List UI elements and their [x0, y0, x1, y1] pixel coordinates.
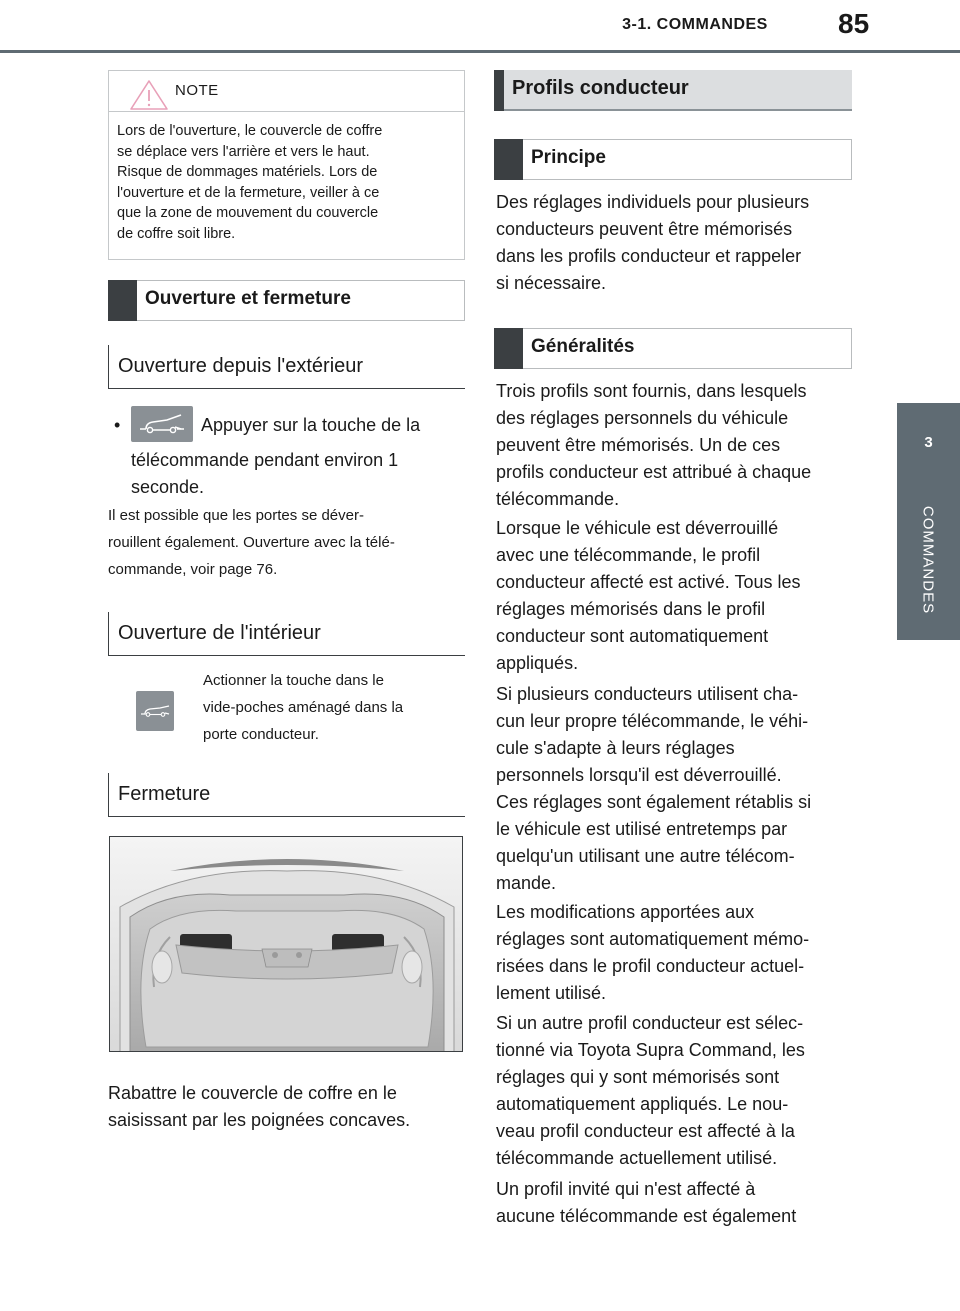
heading-text: Ouverture et fermeture: [145, 288, 351, 309]
generalites-line: tionné via Toyota Supra Command, les: [496, 1040, 805, 1060]
subheading-text: Ouverture de l'intérieur: [118, 622, 321, 644]
chapter-label: COMMANDES: [919, 505, 937, 615]
generalites-line: personnels lorsqu'il est déverrouillé.: [496, 765, 782, 785]
closing-line: Rabattre le couvercle de coffre en le: [108, 1083, 397, 1103]
generalites-line: télécommande.: [496, 489, 620, 509]
generalites-line: Les modifications apportées aux: [496, 902, 755, 922]
generalites-line: Un profil invité qui n'est affecté à: [496, 1179, 756, 1199]
generalites-line: Trois profils sont fournis, dans lesquels: [496, 381, 807, 401]
note-line: l'ouverture et de la fermeture, veiller à ce: [117, 184, 380, 201]
header-rule: [0, 50, 960, 53]
car-trunk-small-icon: [136, 691, 174, 731]
generalites-line: cun leur propre télécommande, le véhi-: [496, 711, 809, 731]
heading-ouverture-fermeture: [108, 280, 465, 321]
subheading-text: Fermeture: [118, 783, 211, 805]
heading-profils-conducteur: [494, 70, 852, 111]
heading-text: Principe: [531, 147, 606, 168]
warning-triangle-icon: [129, 79, 169, 111]
subheading-exterieur: [108, 345, 465, 389]
generalites-line: veau profil conducteur est affecté à la: [496, 1121, 795, 1141]
generalites-line: aucune télécommande est également: [496, 1206, 797, 1226]
interior-line: vide-poches aménagé dans la: [203, 699, 404, 716]
note-title: NOTE: [175, 82, 219, 99]
closing-line: saisissant par les poignées concaves.: [108, 1110, 411, 1130]
note-line: Lors de l'ouverture, le couvercle de coffre: [117, 123, 383, 139]
chapter-number: 3: [924, 434, 933, 451]
generalites-line: Si un autre profil conducteur est sélec-: [496, 1013, 804, 1033]
note-line: Risque de dommages matériels. Lors de: [117, 164, 378, 180]
generalites-line: réglages sont automatiquement mémo-: [496, 929, 810, 949]
generalites-line: automatiquement appliqués. Le nou-: [496, 1094, 789, 1114]
note-box: [108, 70, 465, 260]
heading-block: [494, 139, 523, 180]
generalites-line: conducteur sont automatiquement: [496, 626, 769, 646]
heading-block: [494, 328, 523, 369]
generalites-line: appliqués.: [496, 653, 579, 673]
interior-line: porte conducteur.: [203, 726, 319, 743]
subheading-text: Ouverture depuis l'extérieur: [118, 355, 364, 377]
bullet-line: seconde.: [131, 477, 205, 497]
heading-text: Profils conducteur: [512, 77, 689, 99]
generalites-line: le véhicule est utilisé entretemps par: [496, 819, 788, 839]
note-header: [109, 71, 464, 112]
generalites-line: réglages qui y sont mémorisés sont: [496, 1067, 780, 1087]
info-line: commande, voir page 76.: [108, 561, 278, 578]
trunk-open-key-icon: [131, 406, 193, 442]
bullet-line: télécommande pendant environ 1: [131, 450, 399, 470]
page-number: 85: [838, 8, 870, 39]
principe-line: conducteurs peuvent être mémorisés: [496, 219, 793, 239]
note-line: que la zone de mouvement du couvercle: [117, 205, 379, 221]
subheading-interieur: [108, 612, 465, 656]
generalites-line: mande.: [496, 873, 557, 893]
heading-generalites: [494, 328, 852, 369]
info-line: Il est possible que les portes se déver-: [108, 507, 364, 524]
generalites-line: peuvent être mémorisés. Un de ces: [496, 435, 781, 455]
generalites-line: avec une télécommande, le profil: [496, 545, 761, 565]
note-line: se déplace vers l'arrière et vers le haut.: [117, 143, 370, 160]
principe-line: si nécessaire.: [496, 273, 607, 293]
generalites-line: Lorsque le véhicule est déverrouillé: [496, 518, 779, 538]
car-trunk-open-icon: [131, 406, 193, 442]
generalites-line: réglages mémorisés dans le profil: [496, 599, 766, 619]
generalites-line: télécommande actuellement utilisé.: [496, 1148, 778, 1168]
bullet: •: [114, 415, 121, 435]
generalites-line: Ces réglages sont également rétablis si: [496, 792, 812, 812]
heading-block: [494, 70, 504, 111]
generalites-line: risées dans le profil conducteur actuel-: [496, 956, 805, 976]
note-line: de coffre soit libre.: [117, 225, 236, 242]
generalites-line: cule s'adapte à leurs réglages: [496, 738, 735, 758]
heading-block: [108, 280, 137, 321]
bullet-line: Appuyer sur la touche de la: [201, 415, 421, 435]
generalites-line: Si plusieurs conducteurs utilisent cha-: [496, 684, 799, 704]
trunk-release-button-icon: [136, 691, 174, 731]
generalites-line: conducteur affecté est activé. Tous les: [496, 572, 801, 592]
heading-principe: [494, 139, 852, 180]
running-header-section: 3-1. COMMANDES: [622, 16, 768, 33]
info-line: rouillent également. Ouverture avec la télé-: [108, 534, 395, 551]
subheading-fermeture: [108, 773, 465, 817]
principe-line: dans les profils conducteur et rappeler: [496, 246, 802, 266]
generalites-line: lement utilisé.: [496, 983, 607, 1003]
generalites-line: des réglages personnels du véhicule: [496, 408, 789, 428]
heading-text: Généralités: [531, 336, 635, 357]
principe-line: Des réglages individuels pour plusieurs: [496, 192, 810, 212]
generalites-line: profils conducteur est attribué à chaque: [496, 462, 812, 482]
generalites-line: quelqu'un utilisant une autre télécom-: [496, 846, 795, 866]
note-text: [117, 121, 459, 244]
trunk-lid-illustration: [110, 837, 463, 1052]
interior-line: Actionner la touche dans le: [203, 672, 384, 689]
trunk-lid-interior-handles-image: [109, 836, 463, 1052]
